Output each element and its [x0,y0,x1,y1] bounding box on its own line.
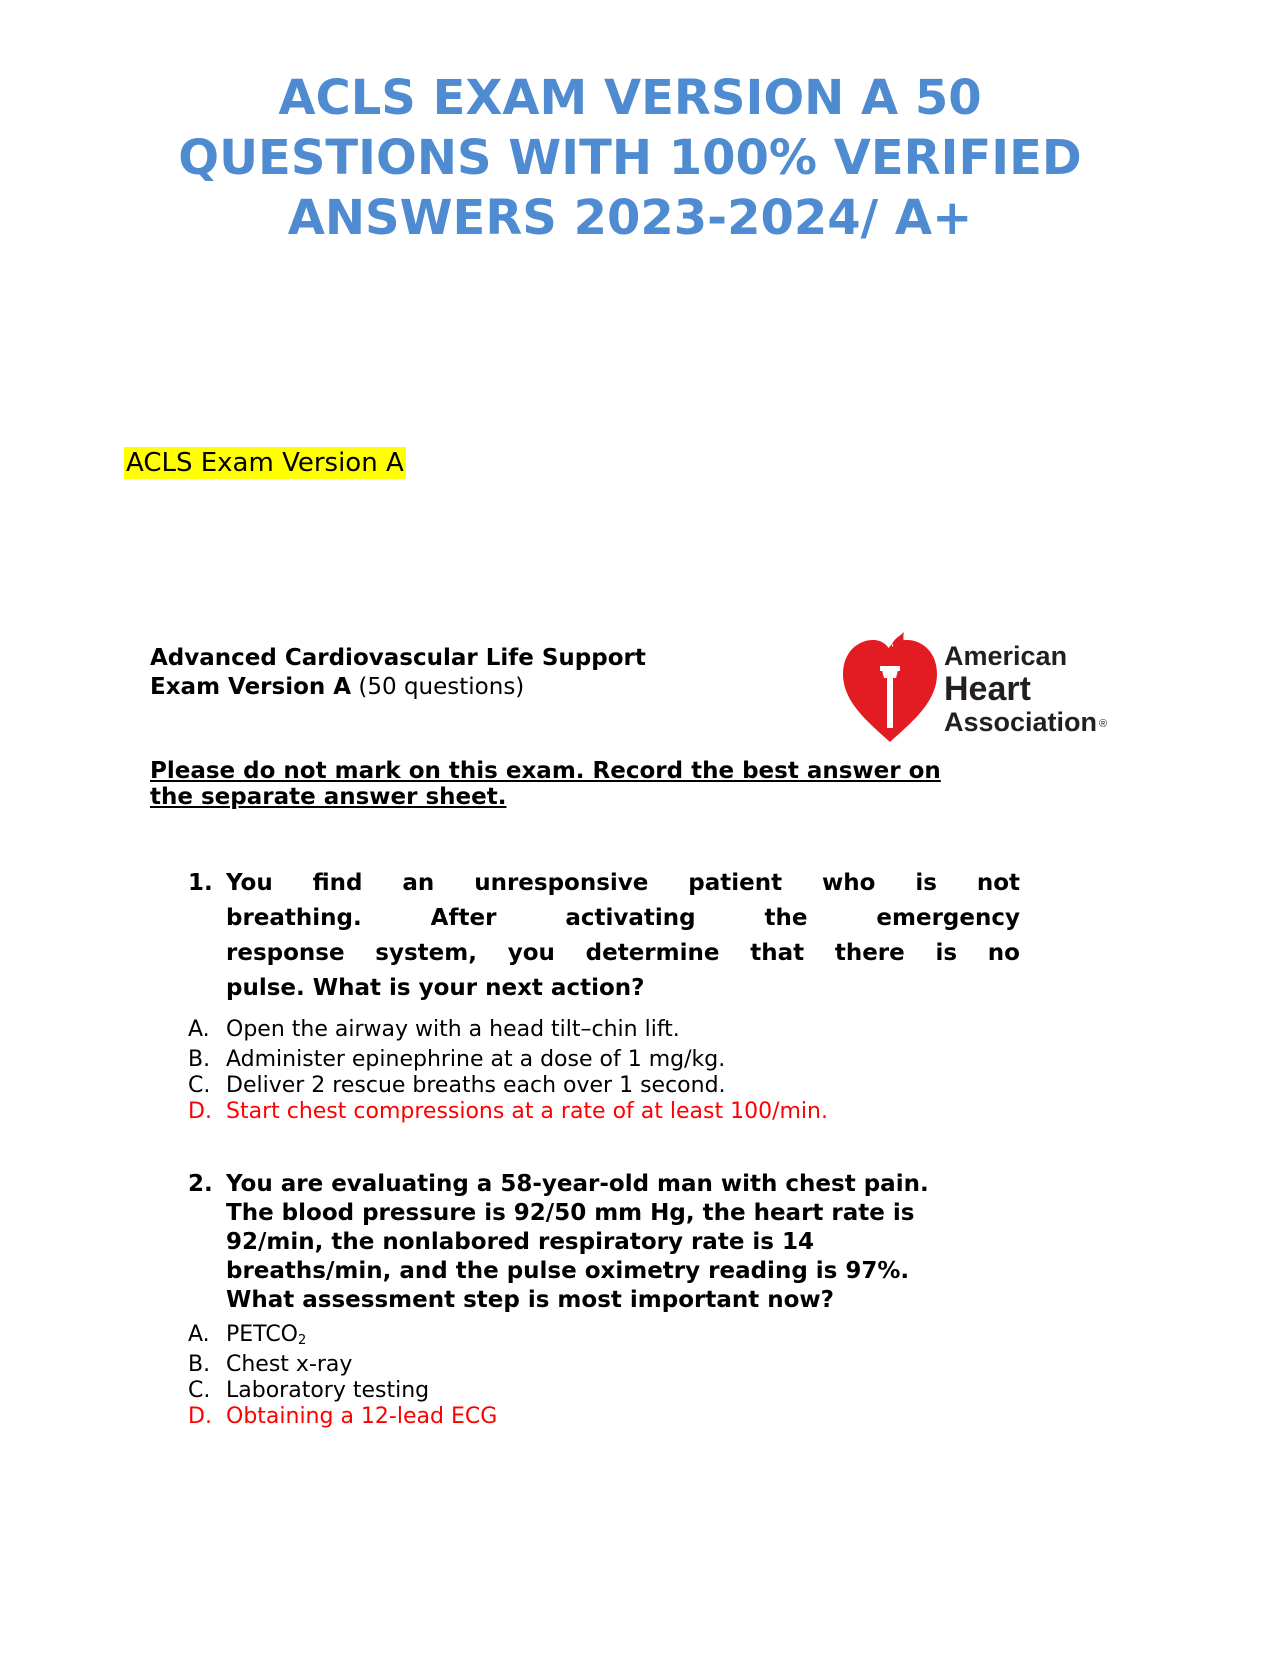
question-text-line: You find an unresponsive patient who is not [226,870,1020,896]
logo-line-1: American [944,641,1068,671]
exam-header-count: (50 questions) [351,674,525,700]
aha-logo [840,630,1130,748]
option-letter: C. [188,1378,211,1403]
option-subscript: 2 [298,1333,307,1348]
question-text-line: 92/min, the nonlabored respiratory rate is 14 [226,1229,815,1255]
option-text: Open the airway with a head tilt–chin lift. [226,1017,680,1042]
exam-header-bold: Advanced Cardiovascular Life Support Exam Version A [150,645,646,700]
option-letter: B. [188,1352,211,1377]
correct-answer-option [188,1099,828,1125]
option-letter: D. [188,1404,212,1429]
option-letter: C. [188,1073,211,1098]
option-letter: D. [188,1099,212,1124]
logo-wordmark [944,640,1107,740]
answer-option [188,1322,497,1348]
question-number: 1. [188,870,213,896]
question-number: 2. [188,1171,213,1197]
question-text-line: breathing. After activating the emergency [226,905,1020,931]
option-letter: A. [188,1322,210,1347]
title-line-2: QUESTIONS WITH 100% VERIFIED [178,130,1082,186]
option-letter: A. [188,1017,210,1042]
title-line-1: ACLS EXAM VERSION A 50 [278,70,982,126]
heart-torch-icon [840,630,940,746]
option-text: Obtaining a 12-lead ECG [226,1404,498,1429]
document-title [100,68,1160,248]
exam-header [150,644,650,702]
question-text-line: You are evaluating a 58-year-old man with chest pain. [226,1171,929,1197]
question-text-line: response system, you determine that there is no [226,940,1020,966]
answer-option [188,1047,828,1073]
logo-line-3-text: Association [944,707,1098,737]
registered-mark: ® [1099,717,1108,730]
question-text-line: What assessment step is most important now? [226,1287,834,1313]
highlighted-exam-label: ACLS Exam Version A [126,448,404,478]
question-2 [188,1170,1088,1315]
option-text: Deliver 2 rescue breaths each over 1 second. [226,1073,726,1098]
question-text-line: breaths/min, and the pulse oximetry reading is 97%. [226,1258,910,1284]
option-text: Start chest compressions at a rate of at least 100/min. [226,1099,828,1124]
instructions-line-2: the separate answer sheet. [150,784,507,810]
instructions-line-1: Please do not mark on this exam. Record the best answer on [150,758,941,784]
question-1-options [188,1017,828,1125]
option-text: Administer epinephrine at a dose of 1 mg/kg. [226,1047,726,1072]
answer-option [188,1352,497,1378]
exam-instructions [150,758,1100,810]
option-text: Chest x-ray [226,1352,353,1377]
question-text-line: The blood pressure is 92/50 mm Hg, the heart rate is [226,1200,915,1226]
option-letter: B. [188,1047,211,1072]
answer-option [188,1073,828,1099]
question-1 [188,866,1020,1006]
option-text: Laboratory testing [226,1378,430,1403]
answer-option [188,1378,497,1404]
title-line-3: ANSWERS 2023-2024/ A+ [287,190,973,246]
logo-line-3 [944,706,1107,740]
option-text: PETCO [226,1322,298,1347]
correct-answer-option [188,1404,497,1430]
question-2-options [188,1322,497,1430]
answer-option [188,1017,828,1043]
question-text-line: pulse. What is your next action? [226,975,645,1001]
logo-line-2: Heart [944,670,1031,708]
